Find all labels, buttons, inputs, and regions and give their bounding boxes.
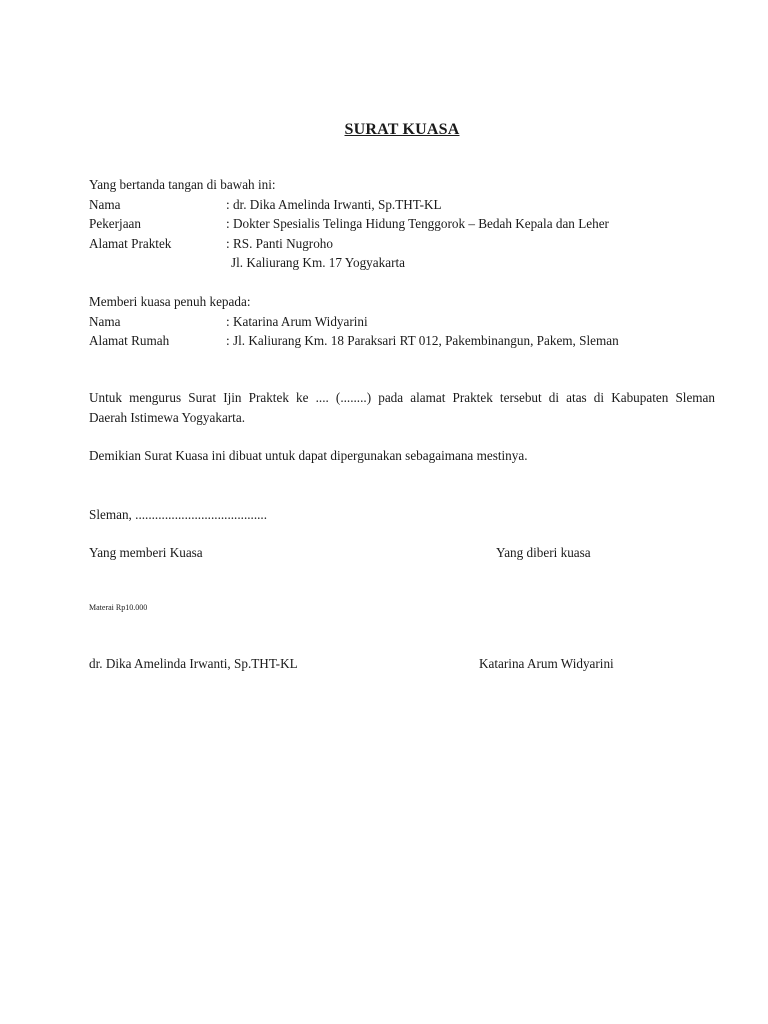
place-date-text: Sleman, ........................................ (89, 507, 268, 522)
purpose-line-1: Untuk mengurus Surat Ijin Praktek ke .... (........) pada alamat Praktek tersebut di atas di Kabupaten Sleman (89, 390, 715, 405)
closing-paragraph (89, 446, 715, 466)
grantee-home-address-row (89, 331, 715, 351)
field-value: : dr. Dika Amelinda Irwanti, Sp.THT-KL (226, 196, 442, 212)
grantor-address-line-2: Jl. Kaliurang Km. 17 Yogyakarta (231, 255, 405, 270)
grantor-name-row (89, 195, 715, 215)
grantor-practice-address-row (89, 234, 715, 254)
grantee-caption: Yang diberi kuasa (496, 545, 591, 560)
purpose-paragraph (89, 388, 715, 427)
grantor-signature-name: dr. Dika Amelinda Irwanti, Sp.THT-KL (89, 656, 298, 671)
grantor-caption: Yang memberi Kuasa (89, 545, 203, 560)
field-value: : RS. Panti Nugroho (226, 235, 333, 251)
grantor-intro: Yang bertanda tangan di bawah ini: (89, 177, 276, 192)
grantee-intro: Memberi kuasa penuh kepada: (89, 294, 251, 309)
stamp-note: Materai Rp10.000 (89, 603, 148, 612)
grantor-occupation-row (89, 214, 715, 234)
signature-names (89, 654, 715, 674)
field-label: Pekerjaan (89, 216, 141, 231)
purpose-line-2: Daerah Istimewa Yogyakarta. (89, 409, 246, 425)
field-label: Nama (89, 313, 121, 329)
place-date (89, 505, 715, 525)
field-label: Alamat Praktek (89, 235, 172, 251)
field-value: : Katarina Arum Widyarini (226, 313, 368, 329)
grantee-name-row (89, 312, 715, 332)
document-title: SURAT KUASA (344, 121, 460, 138)
grantee-section (89, 292, 715, 351)
field-label: Alamat Rumah (89, 333, 170, 348)
field-label: Nama (89, 196, 121, 212)
closing-text: Demikian Surat Kuasa ini dibuat untuk dapat dipergunakan sebagaimana mestinya. (89, 448, 528, 463)
field-value: : Dokter Spesialis Telinga Hidung Tenggorok – Bedah Kepala dan Leher (226, 216, 609, 231)
grantee-signature-name: Katarina Arum Widyarini (479, 656, 614, 671)
grantor-section (89, 175, 715, 273)
signature-captions (89, 543, 715, 563)
field-value: : Jl. Kaliurang Km. 18 Paraksari RT 012, Pakembinangun, Pakem, Sleman (226, 333, 619, 348)
